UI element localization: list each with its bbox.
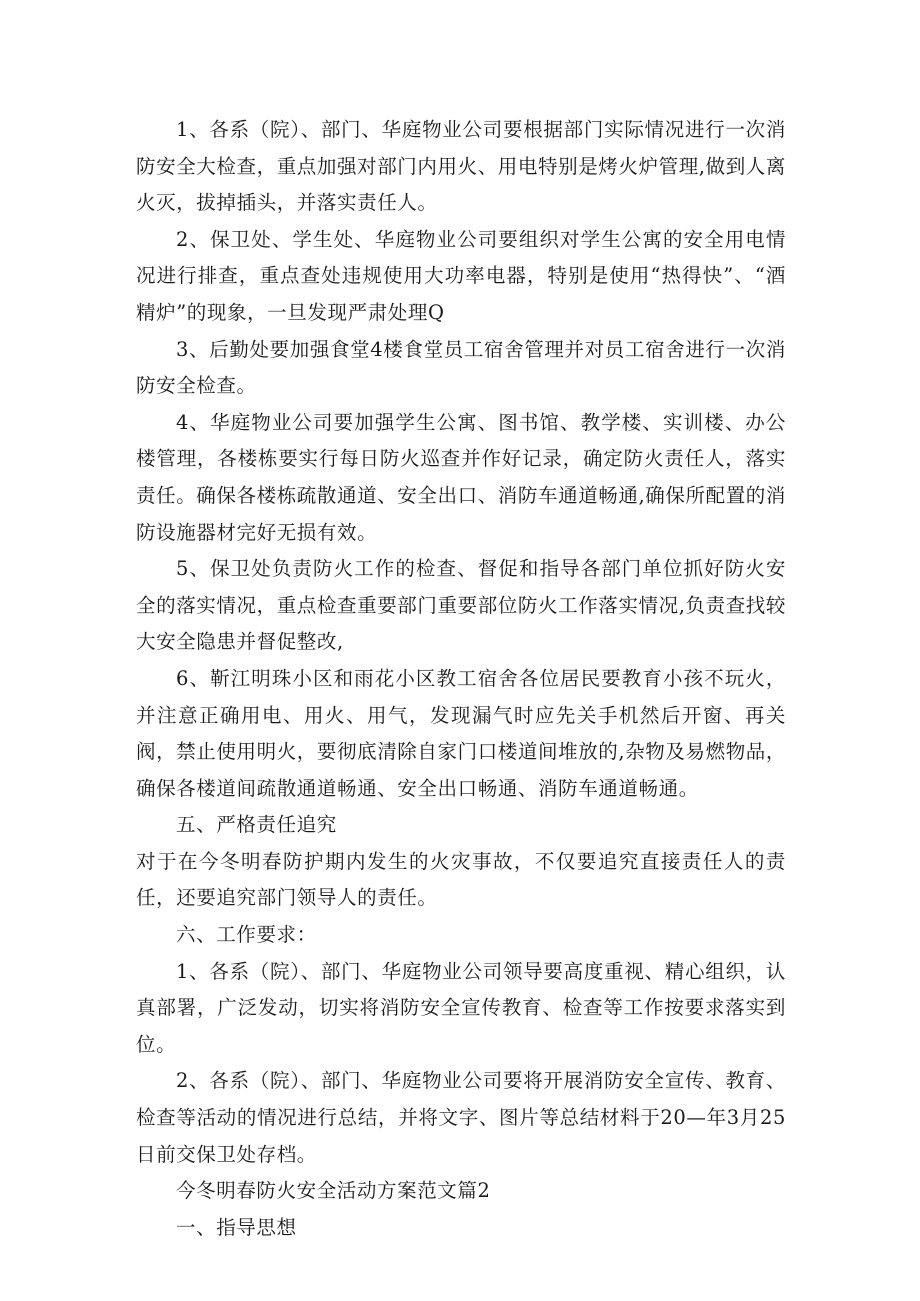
paragraph-leadership-attention: 1、各系（院）、部门、华庭物业公司领导要高度重视、精心组织，认真部署，广泛发动，切实将消防安全宣传教育、检查等工作按要求落实到位。 [136,959,786,1056]
section-heading-guiding-ideology: 一、指导思想 [176,1215,297,1239]
paragraph-inspection-departments: 1、各系（院）、部门、华庭物业公司要根据部门实际情况进行一次消防安全大检查，重点加强对部门内用火、用电特别是烤火炉管理,做到人离火灭，拔掉插头，并落实责任人。 [136,118,786,215]
paragraph-accountability: 对于在今冬明春防护期内发生的火灾事故，不仅要追究直接责任人的责任，还要追究部门领导人的责任。 [136,849,786,910]
paragraph-residential-safety: 6、靳江明珠小区和雨花小区教工宿舍各位居民要教育小孩不玩火，并注意正确用电、用火、用气，发现漏气时应先关手机然后开窗、再关阀，禁止使用明火，要彻底清除自家门口楼道间堆放的,杂物及易燃物品，确保各楼道间疏散通道畅通、安全出口畅通、消防车通道畅通。 [136,666,786,800]
paragraph-canteen-staff-dorm: 3、后勤处要加强食堂4楼食堂员工宿舍管理并对员工宿舍进行一次消防安全检查。 [136,337,786,398]
section-heading-work-requirements: 六、工作要求： [176,923,317,947]
paragraph-summary-report: 2、各系（院）、部门、华庭物业公司要将开展消防安全宣传、教育、检查等活动的情况进行总结，并将文字、图片等总结材料于20—年3月25日前交保卫处存档。 [136,1069,786,1166]
paragraph-dormitory-electricity: 2、保卫处、学生处、华庭物业公司要组织对学生公寓的安全用电情况进行排查，重点查处违规使用大功率电器，特别是使用“热得快”、“酒精炉”的现象，一旦发现严肃处理Q [136,227,786,324]
paragraph-building-patrol: 4、华庭物业公司要加强学生公寓、图书馆、教学楼、实训楼、办公楼管理，各楼栋要实行每日防火巡查并作好记录，确定防火责任人，落实责任。确保各楼栋疏散通道、安全出口、消防车通道畅通,确保所配置的消防设施器材完好无损有效。 [136,410,786,544]
section-heading-accountability: 五、严格责任追究 [176,813,337,837]
article-title-part-2: 今冬明春防火安全活动方案范文篇2 [176,1179,491,1203]
document-body [136,112,786,1246]
paragraph-security-office-duties: 5、保卫处负责防火工作的检查、督促和指导各部门单位抓好防火安全的落实情况，重点检查重要部门重要部位防火工作落实情况,负责查找较大安全隐患并督促整改, [136,557,786,654]
